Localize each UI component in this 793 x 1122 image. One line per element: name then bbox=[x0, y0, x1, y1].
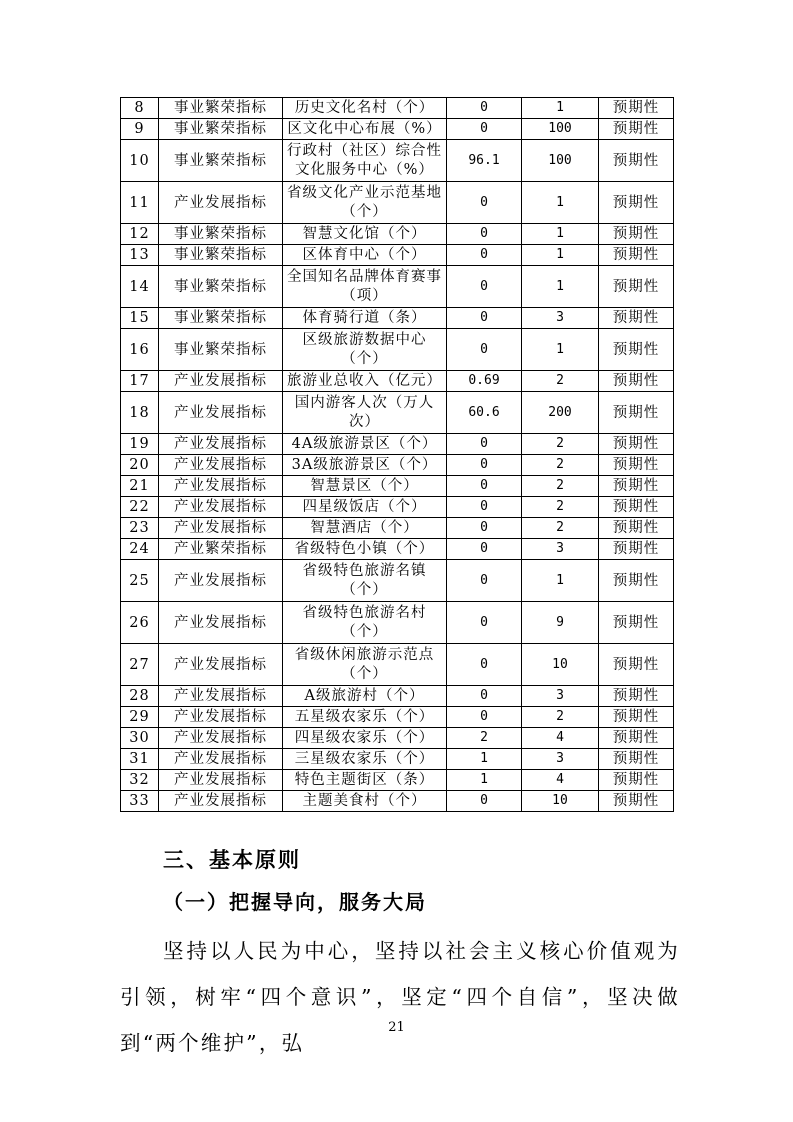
indicator-name-cell: 智慧景区（个） bbox=[283, 476, 447, 497]
table-row bbox=[121, 707, 674, 728]
indicator-attribute-cell: 预期性 bbox=[599, 539, 674, 560]
target-value-cell: 10 bbox=[522, 791, 599, 812]
row-number-cell: 13 bbox=[121, 245, 159, 266]
indicator-type-cell: 产业发展指标 bbox=[159, 644, 283, 686]
row-number-cell: 26 bbox=[121, 602, 159, 644]
subsection-heading: （一）把握导向，服务大局 bbox=[163, 890, 427, 914]
target-value-cell: 1 bbox=[522, 98, 599, 119]
row-number-cell: 32 bbox=[121, 770, 159, 791]
indicator-attribute-cell: 预期性 bbox=[599, 392, 674, 434]
row-number-cell: 17 bbox=[121, 371, 159, 392]
indicator-name-cell: 省级休闲旅游示范点（个） bbox=[283, 644, 447, 686]
row-number-cell: 31 bbox=[121, 749, 159, 770]
target-value-cell: 200 bbox=[522, 392, 599, 434]
baseline-value-cell: 0 bbox=[447, 308, 522, 329]
table-row bbox=[121, 791, 674, 812]
table-row bbox=[121, 266, 674, 308]
table-row bbox=[121, 476, 674, 497]
row-number-cell: 12 bbox=[121, 224, 159, 245]
target-value-cell: 3 bbox=[522, 749, 599, 770]
table-row bbox=[121, 728, 674, 749]
target-value-cell: 10 bbox=[522, 644, 599, 686]
indicator-attribute-cell: 预期性 bbox=[599, 518, 674, 539]
target-value-cell: 100 bbox=[522, 119, 599, 140]
row-number-cell: 19 bbox=[121, 434, 159, 455]
indicator-attribute-cell: 预期性 bbox=[599, 455, 674, 476]
baseline-value-cell: 0 bbox=[447, 497, 522, 518]
table-row bbox=[121, 434, 674, 455]
page-number: 21 bbox=[388, 1020, 405, 1035]
indicator-attribute-cell: 预期性 bbox=[599, 602, 674, 644]
indicator-attribute-cell: 预期性 bbox=[599, 770, 674, 791]
indicator-table-body bbox=[121, 98, 674, 812]
row-number-cell: 18 bbox=[121, 392, 159, 434]
indicator-name-cell: 4A级旅游景区（个） bbox=[283, 434, 447, 455]
target-value-cell: 1 bbox=[522, 224, 599, 245]
baseline-value-cell: 0 bbox=[447, 98, 522, 119]
indicator-type-cell: 产业发展指标 bbox=[159, 791, 283, 812]
indicator-name-cell: 行政村（社区）综合性文化服务中心（%） bbox=[283, 140, 447, 182]
indicator-attribute-cell: 预期性 bbox=[599, 329, 674, 371]
table-row bbox=[121, 119, 674, 140]
target-value-cell: 9 bbox=[522, 602, 599, 644]
indicator-type-cell: 产业发展指标 bbox=[159, 392, 283, 434]
table-row bbox=[121, 308, 674, 329]
table-row bbox=[121, 749, 674, 770]
baseline-value-cell: 0 bbox=[447, 224, 522, 245]
row-number-cell: 27 bbox=[121, 644, 159, 686]
indicator-name-cell: 四星级农家乐（个） bbox=[283, 728, 447, 749]
indicator-type-cell: 产业发展指标 bbox=[159, 686, 283, 707]
baseline-value-cell: 0 bbox=[447, 644, 522, 686]
baseline-value-cell: 0 bbox=[447, 329, 522, 371]
indicator-type-cell: 事业繁荣指标 bbox=[159, 224, 283, 245]
baseline-value-cell: 0 bbox=[447, 476, 522, 497]
indicator-type-cell: 产业发展指标 bbox=[159, 497, 283, 518]
indicator-attribute-cell: 预期性 bbox=[599, 644, 674, 686]
table-row bbox=[121, 686, 674, 707]
row-number-cell: 10 bbox=[121, 140, 159, 182]
indicator-type-cell: 事业繁荣指标 bbox=[159, 140, 283, 182]
target-value-cell: 2 bbox=[522, 518, 599, 539]
table-row bbox=[121, 224, 674, 245]
table-row bbox=[121, 371, 674, 392]
baseline-value-cell: 0 bbox=[447, 791, 522, 812]
table-row bbox=[121, 455, 674, 476]
table-row bbox=[121, 602, 674, 644]
indicator-name-cell: 区文化中心布展（%） bbox=[283, 119, 447, 140]
indicator-name-cell: 历史文化名村（个） bbox=[283, 98, 447, 119]
target-value-cell: 1 bbox=[522, 182, 599, 224]
section-heading: 三、基本原则 bbox=[163, 848, 301, 872]
indicator-attribute-cell: 预期性 bbox=[599, 497, 674, 518]
indicator-type-cell: 产业发展指标 bbox=[159, 434, 283, 455]
body-paragraph: 坚持以人民为中心，坚持以社会主义核心价值观为引领，树牢“四个意识”，坚定“四个自信”，坚决做到“两个维护”，弘 bbox=[120, 939, 680, 1055]
indicator-name-cell: 国内游客人次（万人次） bbox=[283, 392, 447, 434]
table-row bbox=[121, 245, 674, 266]
indicator-name-cell: 区级旅游数据中心（个） bbox=[283, 329, 447, 371]
indicator-name-cell: 智慧文化馆（个） bbox=[283, 224, 447, 245]
target-value-cell: 1 bbox=[522, 266, 599, 308]
baseline-value-cell: 2 bbox=[447, 728, 522, 749]
target-value-cell: 1 bbox=[522, 560, 599, 602]
indicator-attribute-cell: 预期性 bbox=[599, 434, 674, 455]
row-number-cell: 22 bbox=[121, 497, 159, 518]
target-value-cell: 1 bbox=[522, 329, 599, 371]
baseline-value-cell: 0 bbox=[447, 266, 522, 308]
indicator-attribute-cell: 预期性 bbox=[599, 308, 674, 329]
indicator-name-cell: 省级特色小镇（个） bbox=[283, 539, 447, 560]
baseline-value-cell: 0.69 bbox=[447, 371, 522, 392]
indicator-type-cell: 产业发展指标 bbox=[159, 371, 283, 392]
indicator-name-cell: 旅游业总收入（亿元） bbox=[283, 371, 447, 392]
row-number-cell: 29 bbox=[121, 707, 159, 728]
baseline-value-cell: 0 bbox=[447, 518, 522, 539]
indicator-attribute-cell: 预期性 bbox=[599, 749, 674, 770]
indicator-name-cell: 省级特色旅游名村（个） bbox=[283, 602, 447, 644]
indicator-type-cell: 产业发展指标 bbox=[159, 749, 283, 770]
row-number-cell: 20 bbox=[121, 455, 159, 476]
row-number-cell: 30 bbox=[121, 728, 159, 749]
indicator-type-cell: 事业繁荣指标 bbox=[159, 266, 283, 308]
table-row bbox=[121, 497, 674, 518]
indicator-name-cell: 区体育中心（个） bbox=[283, 245, 447, 266]
row-number-cell: 28 bbox=[121, 686, 159, 707]
baseline-value-cell: 60.6 bbox=[447, 392, 522, 434]
target-value-cell: 2 bbox=[522, 371, 599, 392]
indicator-attribute-cell: 预期性 bbox=[599, 266, 674, 308]
indicator-type-cell: 产业发展指标 bbox=[159, 770, 283, 791]
indicator-name-cell: 主题美食村（个） bbox=[283, 791, 447, 812]
indicator-attribute-cell: 预期性 bbox=[599, 371, 674, 392]
indicator-type-cell: 事业繁荣指标 bbox=[159, 329, 283, 371]
row-number-cell: 21 bbox=[121, 476, 159, 497]
table-row bbox=[121, 518, 674, 539]
baseline-value-cell: 0 bbox=[447, 455, 522, 476]
indicator-type-cell: 产业发展指标 bbox=[159, 455, 283, 476]
table-row bbox=[121, 560, 674, 602]
indicator-name-cell: A级旅游村（个） bbox=[283, 686, 447, 707]
baseline-value-cell: 1 bbox=[447, 770, 522, 791]
baseline-value-cell: 0 bbox=[447, 539, 522, 560]
indicator-attribute-cell: 预期性 bbox=[599, 728, 674, 749]
indicator-attribute-cell: 预期性 bbox=[599, 245, 674, 266]
baseline-value-cell: 1 bbox=[447, 749, 522, 770]
table-row bbox=[121, 140, 674, 182]
indicator-type-cell: 产业发展指标 bbox=[159, 707, 283, 728]
baseline-value-cell: 0 bbox=[447, 686, 522, 707]
indicator-attribute-cell: 预期性 bbox=[599, 119, 674, 140]
row-number-cell: 33 bbox=[121, 791, 159, 812]
table-row bbox=[121, 770, 674, 791]
indicator-name-cell: 智慧酒店（个） bbox=[283, 518, 447, 539]
indicator-type-cell: 产业繁荣指标 bbox=[159, 539, 283, 560]
indicator-attribute-cell: 预期性 bbox=[599, 224, 674, 245]
row-number-cell: 11 bbox=[121, 182, 159, 224]
indicator-type-cell: 产业发展指标 bbox=[159, 560, 283, 602]
indicator-name-cell: 三星级农家乐（个） bbox=[283, 749, 447, 770]
indicator-table bbox=[120, 97, 674, 812]
row-number-cell: 25 bbox=[121, 560, 159, 602]
row-number-cell: 14 bbox=[121, 266, 159, 308]
indicator-name-cell: 省级特色旅游名镇（个） bbox=[283, 560, 447, 602]
row-number-cell: 16 bbox=[121, 329, 159, 371]
target-value-cell: 2 bbox=[522, 707, 599, 728]
row-number-cell: 24 bbox=[121, 539, 159, 560]
indicator-attribute-cell: 预期性 bbox=[599, 476, 674, 497]
indicator-attribute-cell: 预期性 bbox=[599, 791, 674, 812]
baseline-value-cell: 0 bbox=[447, 119, 522, 140]
row-number-cell: 23 bbox=[121, 518, 159, 539]
table-row bbox=[121, 392, 674, 434]
indicator-type-cell: 产业发展指标 bbox=[159, 518, 283, 539]
table-row bbox=[121, 98, 674, 119]
indicator-type-cell: 事业繁荣指标 bbox=[159, 119, 283, 140]
indicator-type-cell: 事业繁荣指标 bbox=[159, 308, 283, 329]
target-value-cell: 2 bbox=[522, 497, 599, 518]
target-value-cell: 4 bbox=[522, 770, 599, 791]
indicator-name-cell: 四星级饭店（个） bbox=[283, 497, 447, 518]
table-row bbox=[121, 539, 674, 560]
row-number-cell: 8 bbox=[121, 98, 159, 119]
indicator-attribute-cell: 预期性 bbox=[599, 182, 674, 224]
indicator-name-cell: 省级文化产业示范基地（个） bbox=[283, 182, 447, 224]
baseline-value-cell: 96.1 bbox=[447, 140, 522, 182]
target-value-cell: 3 bbox=[522, 686, 599, 707]
indicator-name-cell: 全国知名品牌体育赛事（项） bbox=[283, 266, 447, 308]
target-value-cell: 2 bbox=[522, 476, 599, 497]
indicator-name-cell: 五星级农家乐（个） bbox=[283, 707, 447, 728]
target-value-cell: 2 bbox=[522, 455, 599, 476]
baseline-value-cell: 0 bbox=[447, 182, 522, 224]
target-value-cell: 3 bbox=[522, 539, 599, 560]
target-value-cell: 100 bbox=[522, 140, 599, 182]
baseline-value-cell: 0 bbox=[447, 707, 522, 728]
indicator-type-cell: 事业繁荣指标 bbox=[159, 98, 283, 119]
baseline-value-cell: 0 bbox=[447, 602, 522, 644]
indicator-type-cell: 产业发展指标 bbox=[159, 182, 283, 224]
row-number-cell: 9 bbox=[121, 119, 159, 140]
baseline-value-cell: 0 bbox=[447, 560, 522, 602]
indicator-type-cell: 产业发展指标 bbox=[159, 728, 283, 749]
indicator-type-cell: 产业发展指标 bbox=[159, 602, 283, 644]
indicator-attribute-cell: 预期性 bbox=[599, 707, 674, 728]
table-row bbox=[121, 329, 674, 371]
baseline-value-cell: 0 bbox=[447, 245, 522, 266]
target-value-cell: 2 bbox=[522, 434, 599, 455]
target-value-cell: 4 bbox=[522, 728, 599, 749]
indicator-attribute-cell: 预期性 bbox=[599, 140, 674, 182]
indicator-attribute-cell: 预期性 bbox=[599, 686, 674, 707]
table-row bbox=[121, 644, 674, 686]
indicator-attribute-cell: 预期性 bbox=[599, 98, 674, 119]
indicator-name-cell: 体育骑行道（条） bbox=[283, 308, 447, 329]
baseline-value-cell: 0 bbox=[447, 434, 522, 455]
indicator-type-cell: 事业繁荣指标 bbox=[159, 245, 283, 266]
indicator-type-cell: 产业发展指标 bbox=[159, 476, 283, 497]
indicator-name-cell: 3A级旅游景区（个） bbox=[283, 455, 447, 476]
indicator-name-cell: 特色主题街区（条） bbox=[283, 770, 447, 791]
row-number-cell: 15 bbox=[121, 308, 159, 329]
target-value-cell: 3 bbox=[522, 308, 599, 329]
table-row bbox=[121, 182, 674, 224]
target-value-cell: 1 bbox=[522, 245, 599, 266]
indicator-attribute-cell: 预期性 bbox=[599, 560, 674, 602]
